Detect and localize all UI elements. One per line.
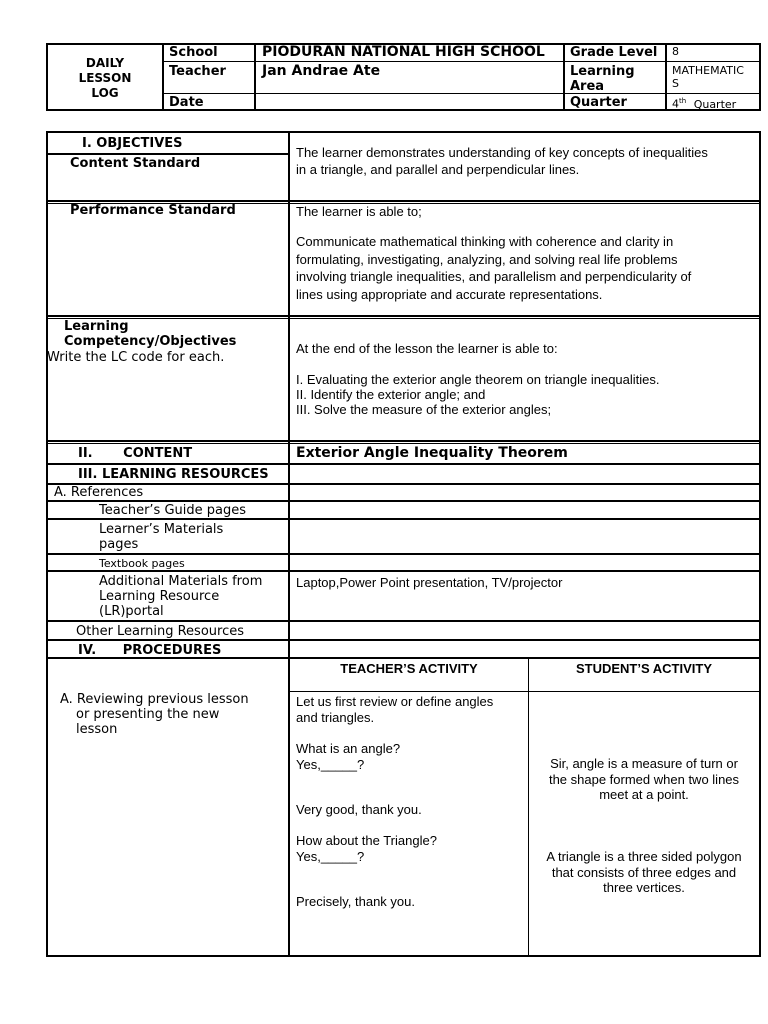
competency-label: Learning Competency/Objectives xyxy=(64,319,237,349)
teacher-value: Jan Andrae Ate xyxy=(262,63,381,79)
resources-heading: III. LEARNING RESOURCES xyxy=(78,467,269,482)
performance-standard-intro: The learner is able to; xyxy=(296,204,422,219)
teacher-label: Teacher xyxy=(169,64,226,79)
school-value: PIODURAN NATIONAL HIGH SCHOOL xyxy=(262,44,545,60)
performance-standard-label: Performance Standard xyxy=(70,203,236,218)
teacher-q-angle: What is an angle? Yes,_____? xyxy=(296,741,401,772)
date-label: Date xyxy=(169,95,204,110)
tg-label: Teacher’s Guide pages xyxy=(99,503,247,518)
dll-title: DAILY LESSON LOG xyxy=(78,56,132,100)
textbook-label: Textbook pages xyxy=(99,557,185,570)
teacher-activity: Let us first review or define angles and triangles. xyxy=(296,694,494,725)
competency-note: Write the LC code for each. xyxy=(47,350,225,365)
references-label: A. References xyxy=(54,485,144,500)
teacher-praise-1: Very good, thank you. xyxy=(296,802,422,817)
student-answer-angle: Sir, angle is a measure of turn or the shape formed when two lines meet at a point. xyxy=(548,756,740,802)
area-value: MATHEMATIC S xyxy=(672,64,744,90)
performance-standard-text: Communicate mathematical thinking with coherence and clarity in formulating, investigating, analyzing, and solving real life problems involving triangle inequalities, and parallelism and perpendicularity of lines using appropriate and accurate representations. xyxy=(296,234,692,302)
area-label: Learning Area xyxy=(570,64,635,94)
grade-label: Grade Level xyxy=(570,45,658,60)
quarter-label: Quarter xyxy=(570,95,627,110)
step-a-label: A. Reviewing previous lesson or presenting the new lesson xyxy=(60,692,249,737)
teacher-q-triangle: How about the Triangle? Yes,_____? xyxy=(296,833,437,864)
content-standard-label: Content Standard xyxy=(70,156,201,171)
lm-label: Learner’s Materials pages xyxy=(99,522,224,552)
additional-value: Laptop,Power Point presentation, TV/projector xyxy=(296,575,563,590)
other-resources-label: Other Learning Resources xyxy=(76,624,245,639)
procedures-heading: IV. PROCEDURES xyxy=(78,643,222,658)
teacher-praise-2: Precisely, thank you. xyxy=(296,894,415,909)
school-label: School xyxy=(169,45,218,60)
content-value: Exterior Angle Inequality Theorem xyxy=(296,445,568,461)
content-heading: II. CONTENT xyxy=(78,446,193,461)
competency-intro: At the end of the lesson the learner is able to: xyxy=(296,341,558,356)
grade-value: 8 xyxy=(672,45,679,58)
student-answer-triangle: A triangle is a three sided polygon that consists of three edges and three vertices. xyxy=(546,849,742,895)
quarter-value: 4th Quarter xyxy=(672,97,737,111)
teacher-activity-header: TEACHER’S ACTIVITY xyxy=(340,661,478,676)
student-activity-header: STUDENT’S ACTIVITY xyxy=(575,661,713,676)
objectives-heading: I. OBJECTIVES xyxy=(82,136,183,151)
content-standard-text: The learner demonstrates understanding of key concepts of inequalities in a triangle, and parallel and perpendicular lines. xyxy=(296,145,708,177)
additional-label: Additional Materials from Learning Resource (LR)portal xyxy=(99,574,263,619)
competency-list: I. Evaluating the exterior angle theorem on triangle inequalities. II. Identify the exterior angle; and III. Solve the measure of the exterior angles; xyxy=(296,372,660,417)
